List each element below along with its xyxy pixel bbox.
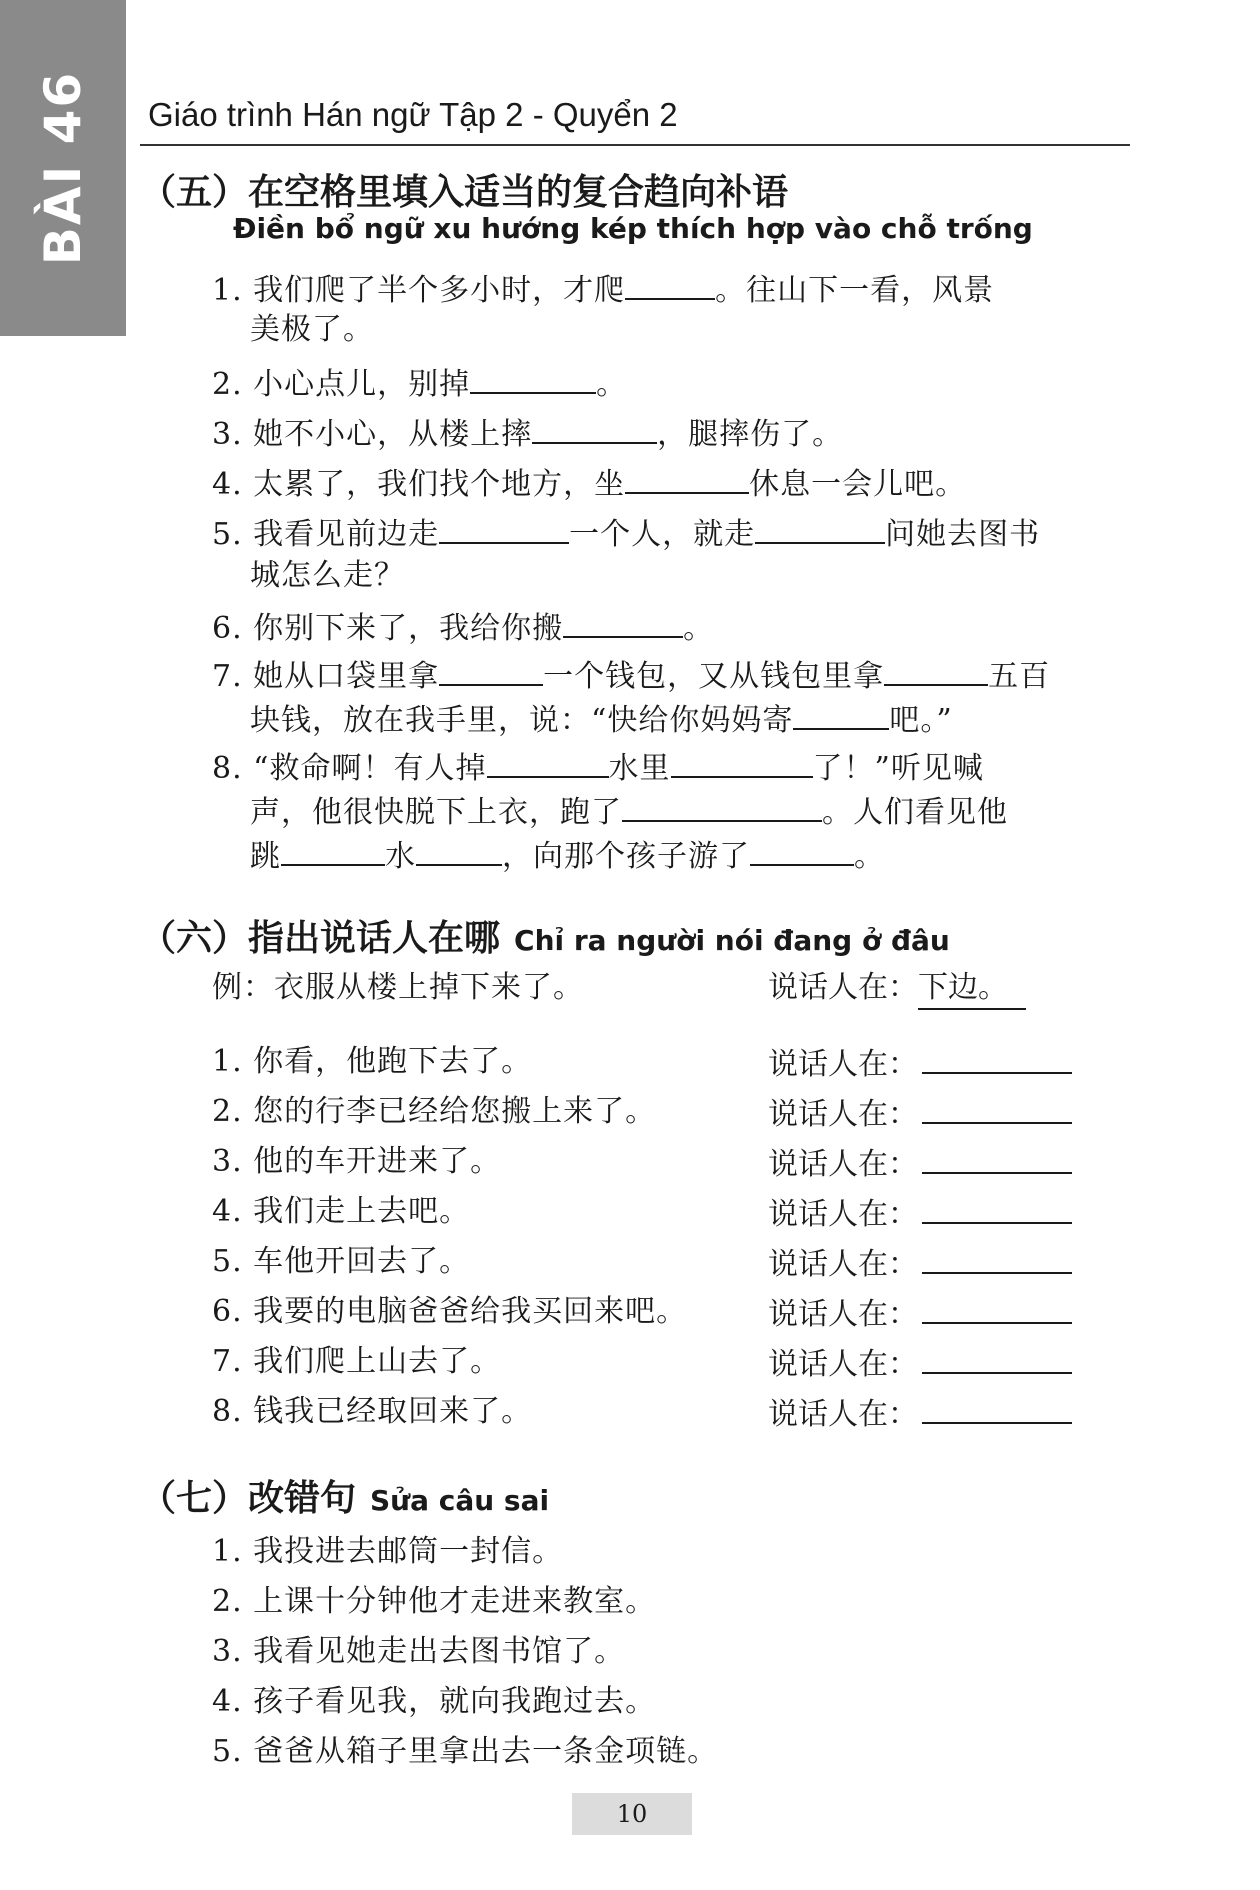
exercise-5-line-1	[212, 268, 994, 311]
answer-blank[interactable]	[922, 1142, 1072, 1174]
exercise-5-line-3	[212, 362, 627, 405]
answer-blank[interactable]	[439, 512, 569, 544]
answer-blank[interactable]	[487, 746, 609, 778]
exercise-5-line-11	[212, 746, 984, 789]
exercise-5-line-5	[212, 462, 966, 505]
exercise-5-line-13	[250, 834, 885, 877]
answer-blank[interactable]	[625, 268, 715, 300]
exercise-5-line-12	[250, 790, 1008, 833]
answer-blank[interactable]	[671, 746, 813, 778]
speaker-row	[768, 1242, 1072, 1285]
text: 块钱，放在我手里，说：“快给你妈妈寄	[250, 703, 794, 738]
exercise-6-item: 7. 我们爬上山去了。	[212, 1344, 502, 1379]
answer-blank[interactable]	[625, 462, 749, 494]
speaker-label: 说话人在：	[768, 1347, 918, 1382]
answer-blank[interactable]	[922, 1242, 1072, 1274]
answer-blank[interactable]	[622, 790, 822, 822]
speaker-label: 说话人在：	[768, 1197, 918, 1232]
text: 4. 太累了，我们找个地方，坐	[212, 467, 626, 502]
answer-blank[interactable]	[755, 512, 885, 544]
text: 跳	[250, 839, 281, 874]
running-head: Giáo trình Hán ngữ Tập 2 - Quyển 2	[148, 96, 678, 133]
speaker-label: 说话人在：	[768, 1397, 918, 1432]
section-6-title	[140, 910, 950, 961]
answer-blank[interactable]	[532, 412, 657, 444]
text: 问她去图书	[885, 517, 1041, 552]
exercise-5-line-9	[212, 654, 1050, 697]
text: 水	[385, 839, 416, 874]
text: 3. 她不小心，从楼上摔	[212, 417, 533, 452]
answer-blank[interactable]	[922, 1292, 1072, 1324]
speaker-row	[768, 1392, 1072, 1435]
section-7-title-vi: Sửa câu sai	[370, 1484, 550, 1517]
speaker-row	[768, 1042, 1072, 1085]
answer-blank[interactable]	[922, 1342, 1072, 1374]
text: 休息一会儿吧。	[749, 467, 967, 502]
text: 。	[854, 839, 885, 874]
exercise-6-item: 1. 你看，他跑下去了。	[212, 1044, 533, 1079]
exercise-6-item: 6. 我要的电脑爸爸给我买回来吧。	[212, 1294, 688, 1329]
exercise-5-line-2	[250, 310, 374, 350]
text: 。	[683, 611, 715, 646]
speaker-label: 说话人在：	[768, 1247, 918, 1282]
text: 一个钱包，又从钱包里拿	[543, 659, 885, 694]
answer-blank[interactable]	[439, 654, 543, 686]
speaker-row	[768, 1192, 1072, 1235]
speaker-label: 说话人在：	[768, 1147, 918, 1182]
answer-blank[interactable]	[922, 1192, 1072, 1224]
section-7-title-zh: （七）改错句	[140, 1477, 357, 1519]
section-5-title	[140, 164, 788, 215]
answer-blank[interactable]	[922, 1392, 1072, 1424]
speaker-label: 说话人在：	[768, 1047, 918, 1082]
text: 6. 你别下来了，我给你搬	[212, 611, 564, 646]
text: 水里	[608, 751, 671, 786]
speaker-label: 说话人在：	[768, 1297, 918, 1332]
example-sentence: 例：衣服从楼上掉下来了。	[212, 970, 584, 1005]
section-5-subtitle: Điền bổ ngữ xu hướng kép thích hợp vào chỗ trống	[233, 212, 1033, 245]
speaker-row	[768, 1092, 1072, 1135]
speaker-row	[768, 1142, 1072, 1185]
answer-blank[interactable]	[922, 1092, 1072, 1124]
text: 2. 小心点儿，别掉	[212, 367, 471, 402]
text: 。往山下一看，风景	[715, 273, 995, 308]
exercise-7-item: 3. 我看见她走出去图书馆了。	[212, 1634, 626, 1669]
text: 1. 我们爬了半个多小时，才爬	[212, 273, 626, 308]
answer-blank[interactable]	[416, 834, 502, 866]
answer-blank[interactable]	[470, 362, 596, 394]
exercise-6-item: 2. 您的行李已经给您搬上来了。	[212, 1094, 657, 1129]
speaker-row	[768, 1292, 1072, 1335]
text: 5. 我看见前边走	[212, 517, 440, 552]
example-speaker	[768, 968, 1026, 1010]
exercise-6-item: 4. 我们走上去吧。	[212, 1194, 471, 1229]
exercise-5-line-10	[250, 698, 953, 741]
text: 7. 她从口袋里拿	[212, 659, 440, 694]
section-6-title-vi: Chỉ ra người nói đang ở đâu	[514, 924, 950, 957]
exercise-7-item: 1. 我投进去邮筒一封信。	[212, 1534, 564, 1569]
text: 了！”听见喊	[812, 751, 984, 786]
exercise-7-item: 2. 上课十分钟他才走进来教室。	[212, 1584, 657, 1619]
text: ，向那个孩子游了	[502, 839, 750, 874]
header-rule	[140, 144, 1130, 146]
answer-blank[interactable]	[922, 1042, 1072, 1074]
exercise-5-line-4	[212, 412, 843, 455]
answer-blank[interactable]	[281, 834, 385, 866]
answer-blank[interactable]	[563, 606, 683, 638]
text: 。	[596, 367, 628, 402]
text: 美极了。	[250, 312, 374, 347]
text: ，腿摔伤了。	[657, 417, 844, 452]
exercise-6-item: 5. 车他开回去了。	[212, 1244, 471, 1279]
lesson-tab-label: BÀI 46	[34, 70, 92, 266]
text: 一个人，就走	[569, 517, 756, 552]
exercise-5-line-7	[250, 556, 405, 596]
exercise-7-item: 5. 爸爸从箱子里拿出去一条金项链。	[212, 1734, 719, 1769]
answer-blank[interactable]	[884, 654, 988, 686]
text: 声，他很快脱下上衣，跑了	[250, 795, 622, 830]
answer-blank[interactable]	[750, 834, 854, 866]
text: 吧。”	[889, 703, 953, 738]
section-5-title-zh: （五）在空格里填入适当的复合趋向补语	[140, 171, 789, 213]
text: 。人们看见他	[822, 795, 1008, 830]
text: 五百	[988, 659, 1051, 694]
example-answer: 下边。	[918, 968, 1026, 1010]
section-6-title-zh: （六）指出说话人在哪	[140, 917, 501, 959]
section-7-title	[140, 1470, 549, 1521]
exercise-6-item: 3. 他的车开进来了。	[212, 1144, 502, 1179]
text: 城怎么走？	[250, 558, 405, 593]
exercise-5-line-8	[212, 606, 714, 649]
answer-blank[interactable]	[793, 698, 889, 730]
page-number: 10	[572, 1793, 692, 1835]
exercise-6-item: 8. 钱我已经取回来了。	[212, 1394, 533, 1429]
speaker-label: 说话人在：	[768, 1097, 918, 1132]
speaker-row	[768, 1342, 1072, 1385]
exercise-5-line-6	[212, 512, 1040, 555]
exercise-7-item: 4. 孩子看见我，就向我跑过去。	[212, 1684, 657, 1719]
lesson-tab	[0, 0, 126, 336]
text: 8. “救命啊！有人掉	[212, 751, 487, 786]
speaker-label: 说话人在：	[768, 970, 918, 1005]
